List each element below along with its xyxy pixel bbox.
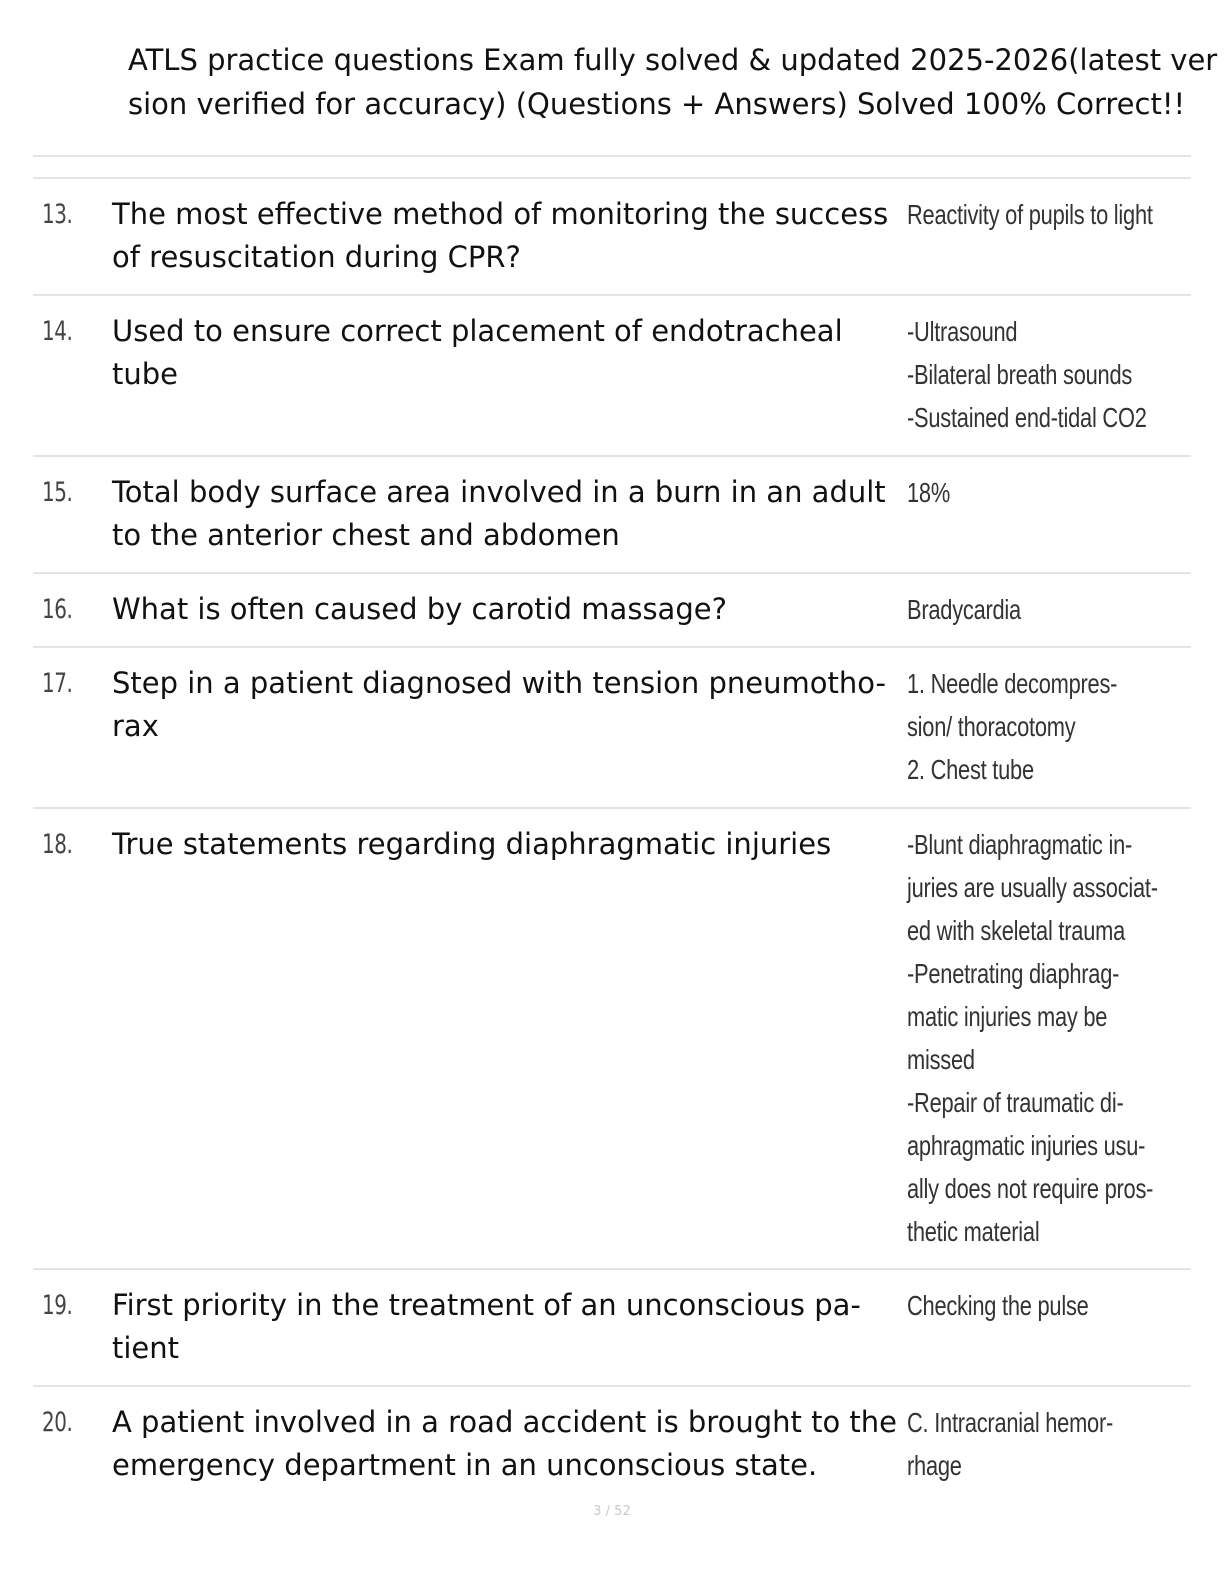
answer-line: -Sustained end-tidal CO2 <box>907 402 1147 433</box>
answer-text <box>907 1284 1164 1327</box>
question-number: 20. <box>42 1407 73 1438</box>
question-number: 16. <box>42 594 73 625</box>
answer-line: Reactivity of pupils to light <box>907 199 1153 230</box>
answer-line: thetic material <box>907 1216 1040 1247</box>
answer-line: C. Intracranial hemor- <box>907 1407 1114 1438</box>
answer-line: -Bilateral breath sounds <box>907 359 1133 390</box>
table-row <box>33 1385 1191 1504</box>
page-number: 3 / 52 <box>593 1504 631 1519</box>
answer-line: -Repair of traumatic di- <box>907 1087 1124 1118</box>
table-row <box>33 1268 1191 1387</box>
table-row <box>33 455 1191 574</box>
answer-line: Checking the pulse <box>907 1290 1089 1321</box>
answer-line: 1. Needle decompres- <box>907 668 1118 699</box>
answer-text <box>907 588 1164 631</box>
answer-line: rhage <box>907 1450 962 1481</box>
question-text: True statements regarding diaphragmatic injuries <box>112 827 832 861</box>
answer-line: juries are usually associat- <box>907 872 1158 903</box>
answer-line: ed with skeletal trauma <box>907 915 1125 946</box>
answer-line: -Ultrasound <box>907 316 1018 347</box>
answer-line: ally does not require pros- <box>907 1173 1154 1204</box>
question-text: Step in a patient diagnosed with tension pneumotho-rax <box>112 666 886 743</box>
header-divider <box>33 155 1191 157</box>
question-number: 14. <box>42 316 73 347</box>
answer-line: -Blunt diaphragmatic in- <box>907 829 1133 860</box>
answer-text <box>907 662 1164 791</box>
answer-line: Bradycardia <box>907 594 1021 625</box>
question-number: 17. <box>42 668 73 699</box>
table-row <box>33 807 1191 1270</box>
answer-line: 2. Chest tube <box>907 754 1034 785</box>
question-number: 13. <box>42 199 73 230</box>
page-title: ATLS practice questions Exam fully solved & updated 2025-2026(latest version verified for accuracy) (Questions + Answers) Solved 100% Correct!! <box>128 43 1218 121</box>
answer-line: 18% <box>907 477 951 508</box>
answer-line: -Penetrating diaphrag- <box>907 958 1120 989</box>
table-row <box>33 177 1191 296</box>
table-row <box>33 646 1191 809</box>
question-number: 18. <box>42 829 73 860</box>
table-row <box>33 294 1191 457</box>
answer-text <box>907 823 1164 1253</box>
question-text: What is often caused by carotid massage? <box>112 592 727 626</box>
question-text: First priority in the treatment of an unconscious pa-tient <box>112 1288 861 1365</box>
table-row <box>33 572 1191 648</box>
question-number: 19. <box>42 1290 73 1321</box>
question-number: 15. <box>42 477 73 508</box>
question-text: Used to ensure correct placement of endotracheal tube <box>112 314 843 391</box>
question-text: A patient involved in a road accident is brought to the emergency department in an unconscious state. <box>112 1405 898 1482</box>
question-text: The most effective method of monitoring the success of resuscitation during CPR? <box>112 197 889 274</box>
question-text: Total body surface area involved in a burn in an adult to the anterior chest and abdomen <box>112 475 886 552</box>
answer-line: missed <box>907 1044 975 1075</box>
answer-text <box>907 193 1164 236</box>
answer-text <box>907 471 1164 514</box>
answer-line: aphragmatic injuries usu- <box>907 1130 1146 1161</box>
answer-text <box>907 310 1164 439</box>
answer-line: matic injuries may be <box>907 1001 1108 1032</box>
answer-text <box>907 1401 1164 1487</box>
answer-line: sion/ thoracotomy <box>907 711 1076 742</box>
